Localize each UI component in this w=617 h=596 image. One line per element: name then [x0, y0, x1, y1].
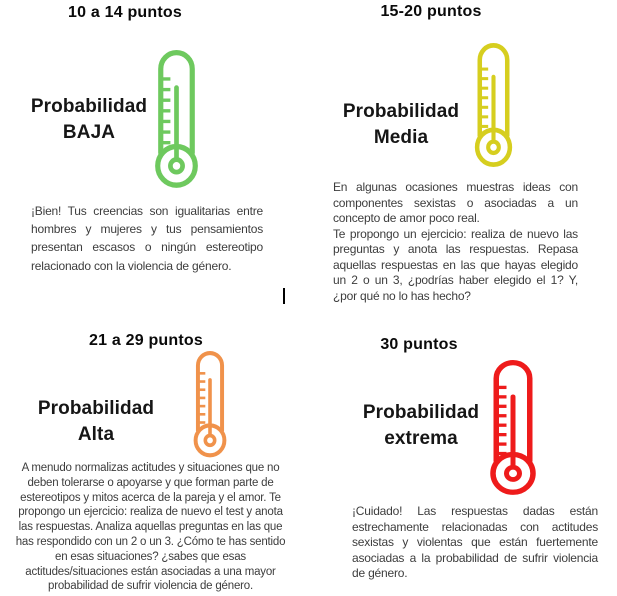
probability-label-line2: Alta — [77, 424, 115, 445]
points-range-title: 10 a 14 puntos — [68, 4, 182, 21]
points-range-title: 21 a 29 puntos — [89, 332, 203, 349]
probability-label-line1: Probabilidad — [30, 96, 148, 117]
probability-label — [29, 396, 163, 448]
probability-label-line2: BAJA — [62, 122, 116, 143]
points-range-title: 15-20 puntos — [380, 3, 482, 20]
probability-label — [334, 99, 468, 151]
probability-label-line2: extrema — [384, 428, 458, 449]
probability-label-line1: Probabilidad — [342, 101, 460, 122]
description-text — [333, 180, 578, 304]
description-text: ¡Bien! Tus creencias son igualitarias entre hombres y mujeres y tus pensamientos presentan escasos o ningún estereotipo relacionado con la violencia de género. — [31, 204, 263, 273]
description-paragraph-1: En algunas ocasiones muestras ideas con componentes sexistas o asociadas a un concepto de amor poco real. — [333, 180, 578, 225]
probability-label-line2: Media — [373, 127, 429, 148]
thermometer-icon — [488, 360, 538, 497]
probability-label-line1: Probabilidad — [37, 398, 155, 419]
probability-label-line1: Probabilidad — [362, 402, 480, 423]
probability-label — [22, 94, 156, 146]
probability-label — [354, 400, 488, 452]
description-paragraph-2: Te propongo un ejercicio: realiza de nuevo las preguntas y anota las respuestas. Repasa aquellas respuestas en las que hayas elegido un 2 o un 3, ¿podrías haber elegido el 1? Y, ¿por qué no lo has hecho? — [333, 226, 578, 303]
text-cursor — [283, 288, 285, 304]
thermometer-icon — [473, 43, 514, 169]
points-range-title: 30 puntos — [380, 336, 458, 353]
thermometer-icon — [153, 50, 200, 190]
description-text: A menudo normalizas actitudes y situaciones que no deben tolerarse o apoyarse y que forman parte de estereotipos y mitos acerca de la pareja y el amor. Te propongo un ejercicio: realiza de nuevo el test y anota las respuestas. Analiza aquellas preguntas en las que has respondido con un 2 o un 3. ¿Cómo te has sentido en esas situaciones? ¿sabes que esas actitudes/situaciones están asociadas a una mayor probabilidad de sufrir violencia de género. — [15, 462, 286, 593]
description-text: ¡Cuidado! Las respuestas dadas están estrechamente relacionadas con actitudes sexistas y violentas que están fuertemente asociadas a la probabilidad de sufrir violencia de género. — [352, 504, 598, 581]
thermometer-icon — [192, 351, 228, 459]
